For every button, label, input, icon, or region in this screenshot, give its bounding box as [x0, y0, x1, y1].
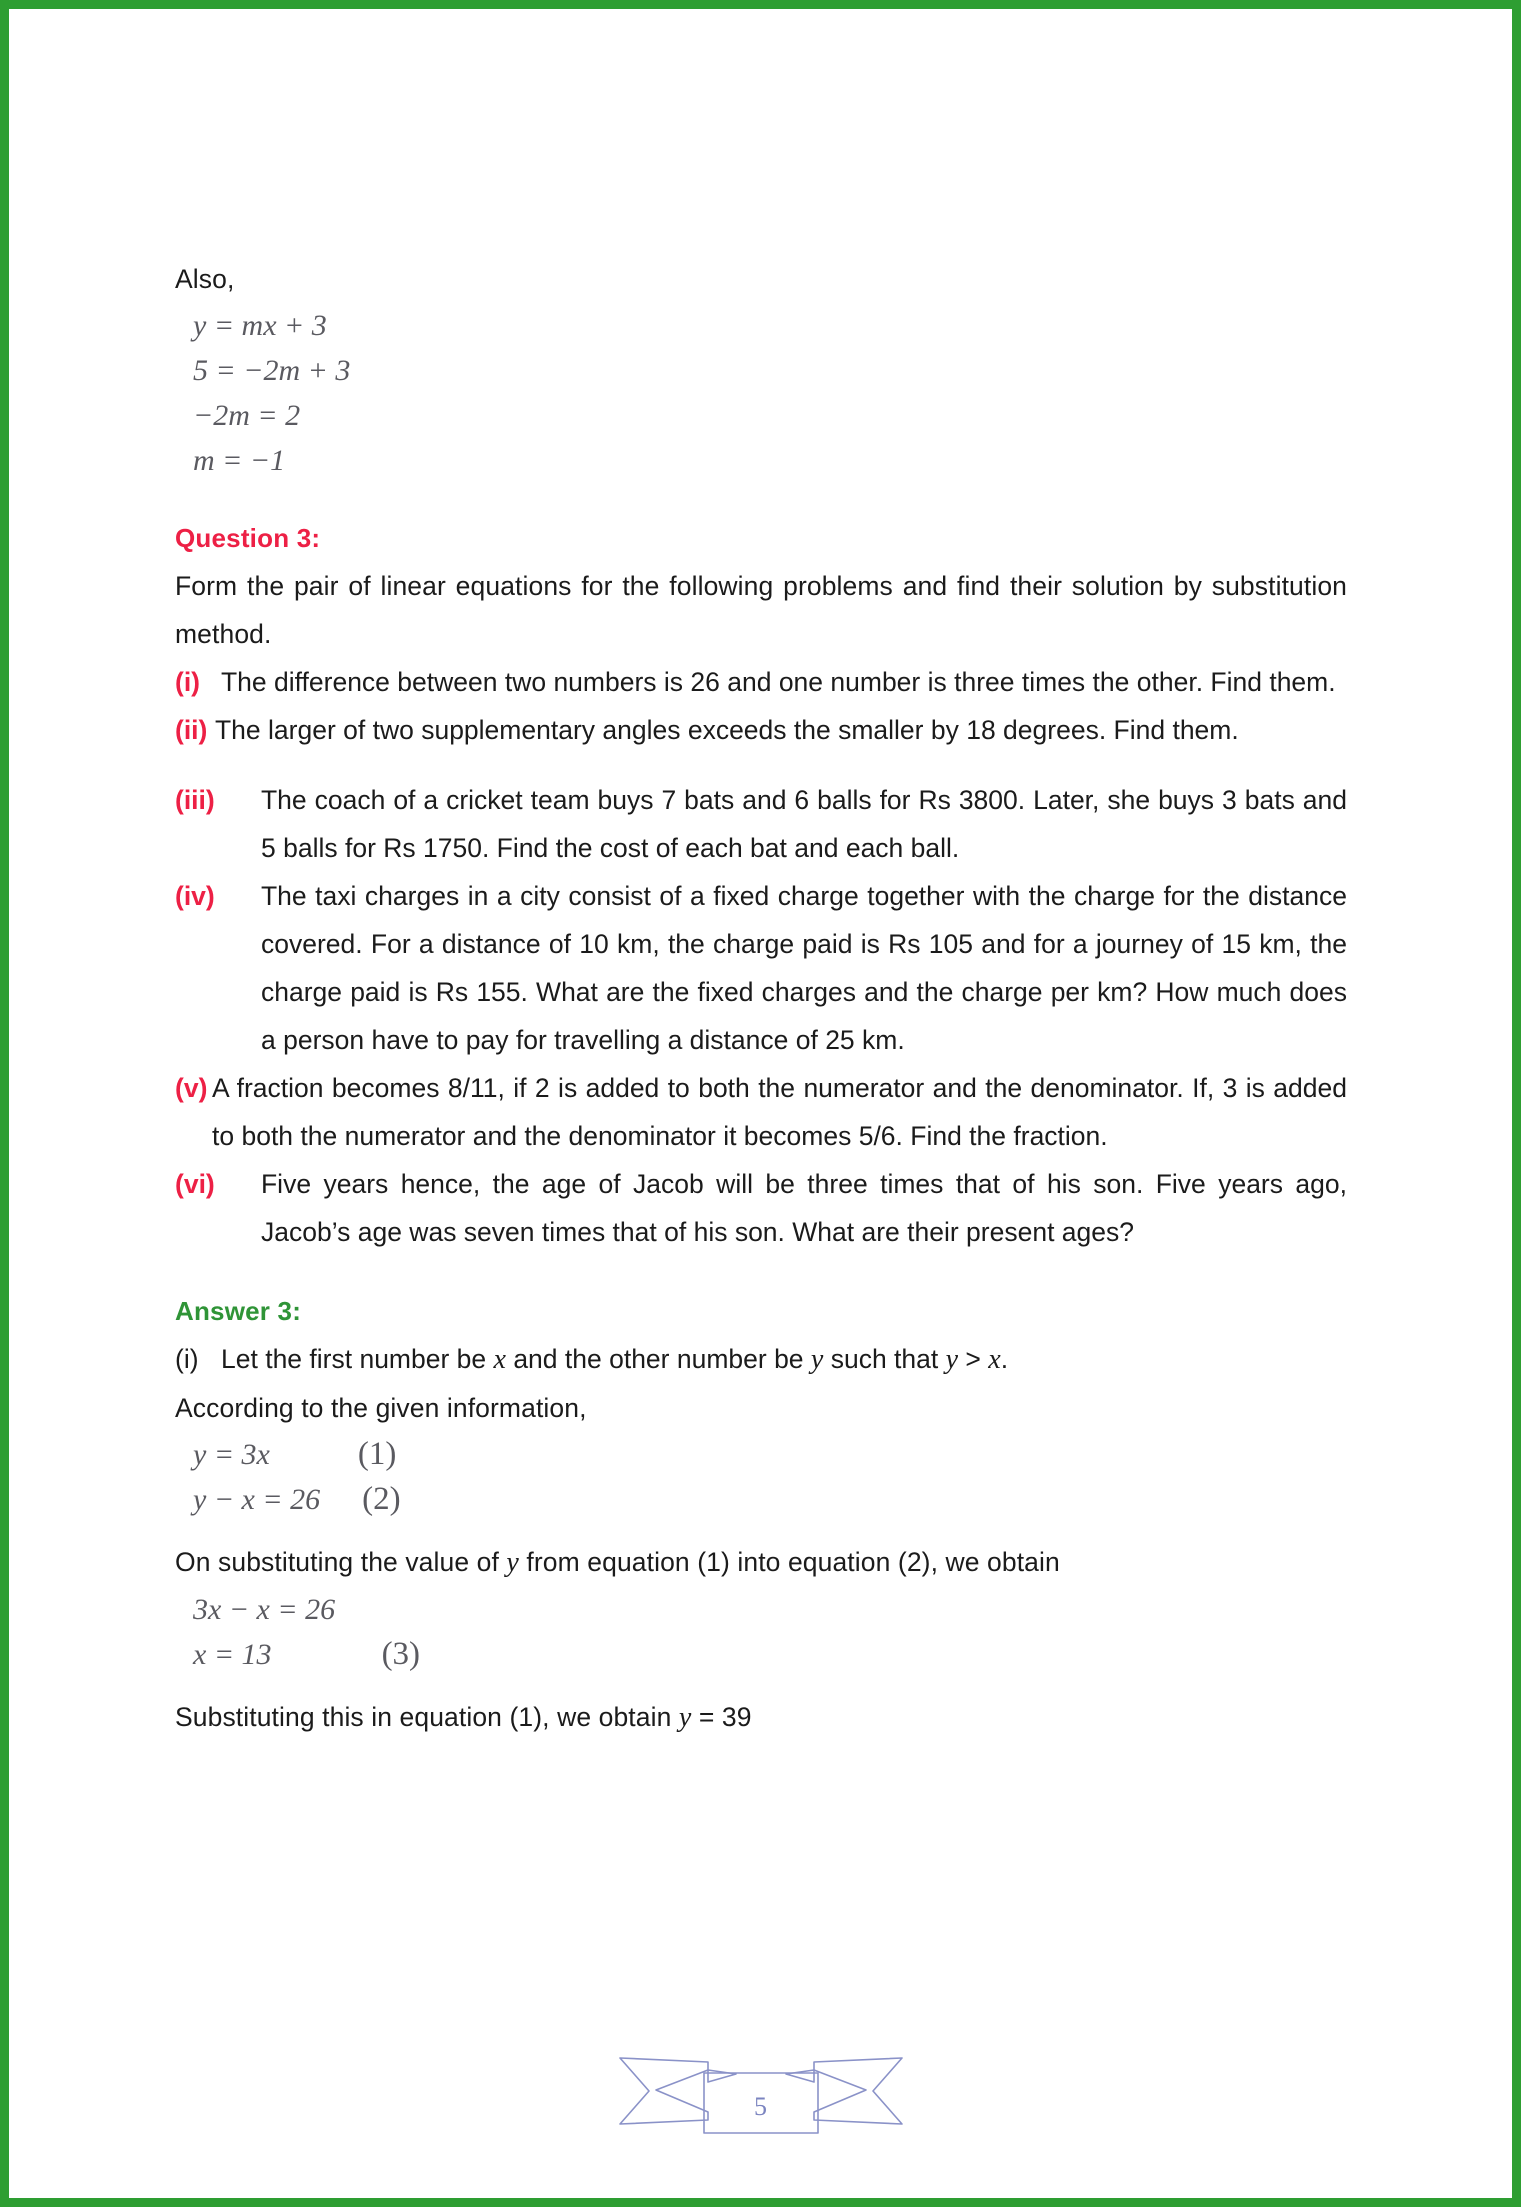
answer-item-text	[221, 1335, 1347, 1384]
ribbon-icon	[616, 2040, 906, 2140]
substitute-part1: On substituting the value of	[175, 1547, 507, 1577]
equation-line	[193, 1587, 1347, 1632]
final-var-y: y	[678, 1702, 692, 1733]
list-item-text: The difference between two numbers is 26 and one number is three times the other. Find them.	[221, 667, 1336, 697]
list-item-text: Five years hence, the age of Jacob will be three times that of his son. Five years ago, Jacob’s age was seven times that of his son. What are their present ages?	[261, 1169, 1347, 1247]
equation-line	[193, 1632, 1347, 1677]
list-item-text: A fraction becomes 8/11, if 2 is added to both the numerator and the denominator. If, 3 is added to both the numerator and the denominator it becomes 5/6. Find the fraction.	[212, 1073, 1347, 1151]
list-item	[175, 1064, 1347, 1160]
also-label: Also,	[175, 264, 235, 294]
answer-var-y2: y	[945, 1344, 959, 1375]
list-marker-ii: (ii)	[175, 715, 208, 745]
answer-heading: Answer 3:	[175, 1296, 302, 1326]
question-heading: Question 3:	[175, 523, 321, 553]
equation-tag: (1)	[357, 1436, 397, 1472]
answer-equation-block-2	[175, 1587, 1347, 1677]
list-item-text: The coach of a cricket team buys 7 bats and 6 balls for Rs 3800. Later, she buys 3 bats and 5 balls for Rs 1750. Find the cost of each bat and each ball.	[261, 785, 1347, 863]
equation-line: y = mx + 3	[193, 309, 327, 342]
question-intro-text: Form the pair of linear equations for the following problems and find their solution by substitution method.	[175, 571, 1347, 649]
list-marker-iii: (iii)	[175, 785, 215, 815]
intro-equation-block	[175, 303, 1347, 483]
list-item-text: The taxi charges in a city consist of a fixed charge together with the charge for the distance covered. For a distance of 10 km, the charge paid is Rs 105 and for a journey of 15 km, the charge paid is Rs 155. What are the fixed charges and the charge per km? How much does a person have to pay for travelling a distance of 25 km.	[261, 881, 1347, 1055]
substitute-line	[175, 1538, 1347, 1587]
equation-line: m = −1	[193, 444, 286, 477]
substitute-part2: from equation (1) into equation (2), we obtain	[518, 1547, 1060, 1577]
answer-text-part2: and the other number be	[505, 1344, 811, 1374]
substitute-var-y: y	[506, 1547, 519, 1578]
list-marker-vi: (vi)	[175, 1169, 215, 1199]
equation-expression: 3x − x = 26	[193, 1593, 336, 1626]
equation-line: −2m = 2	[193, 399, 301, 432]
answer-var-x: x	[493, 1344, 506, 1375]
list-item	[175, 706, 1347, 754]
list-marker-iv: (iv)	[175, 881, 215, 911]
final-part1: Substituting this in equation (1), we obtain	[175, 1702, 679, 1732]
page-number: 5	[754, 2092, 767, 2121]
answer-text-part5: .	[1000, 1344, 1009, 1374]
equation-line: 5 = −2m + 3	[193, 354, 351, 387]
answer-marker-i: (i)	[175, 1344, 199, 1374]
list-item-text: The larger of two supplementary angles exceeds the smaller by 18 degrees. Find them.	[215, 715, 1239, 745]
answer-var-y: y	[810, 1344, 824, 1375]
equation-line	[193, 1432, 1347, 1477]
list-item	[175, 1160, 1347, 1256]
equation-tag: (3)	[381, 1636, 421, 1672]
equation-expression: y = 3x	[193, 1438, 270, 1471]
question-item-list	[175, 658, 1347, 1256]
equation-expression: y − x = 26	[193, 1483, 321, 1516]
equation-expression: x = 13	[193, 1638, 272, 1671]
answer-var-x2: x	[988, 1344, 1001, 1375]
document-body	[175, 255, 1347, 1742]
list-marker-v: (v)	[175, 1073, 208, 1103]
list-item	[175, 658, 1347, 706]
list-item	[175, 776, 1347, 872]
answer-text-part4: >	[958, 1344, 989, 1374]
answer-equation-block-1	[175, 1432, 1347, 1522]
final-part2: = 39	[691, 1702, 752, 1732]
answer-text-part3: such that	[823, 1344, 946, 1374]
answer-text-part1: Let the first number be	[221, 1344, 494, 1374]
list-item	[175, 872, 1347, 1064]
list-marker-i: (i)	[175, 667, 201, 697]
answer-item	[175, 1335, 1347, 1384]
final-line	[175, 1693, 1347, 1742]
according-line: According to the given information,	[175, 1393, 587, 1423]
equation-line	[193, 1477, 1347, 1522]
ribbon-banner	[616, 2040, 906, 2140]
equation-tag: (2)	[362, 1481, 401, 1517]
page-footer	[0, 2040, 1521, 2180]
